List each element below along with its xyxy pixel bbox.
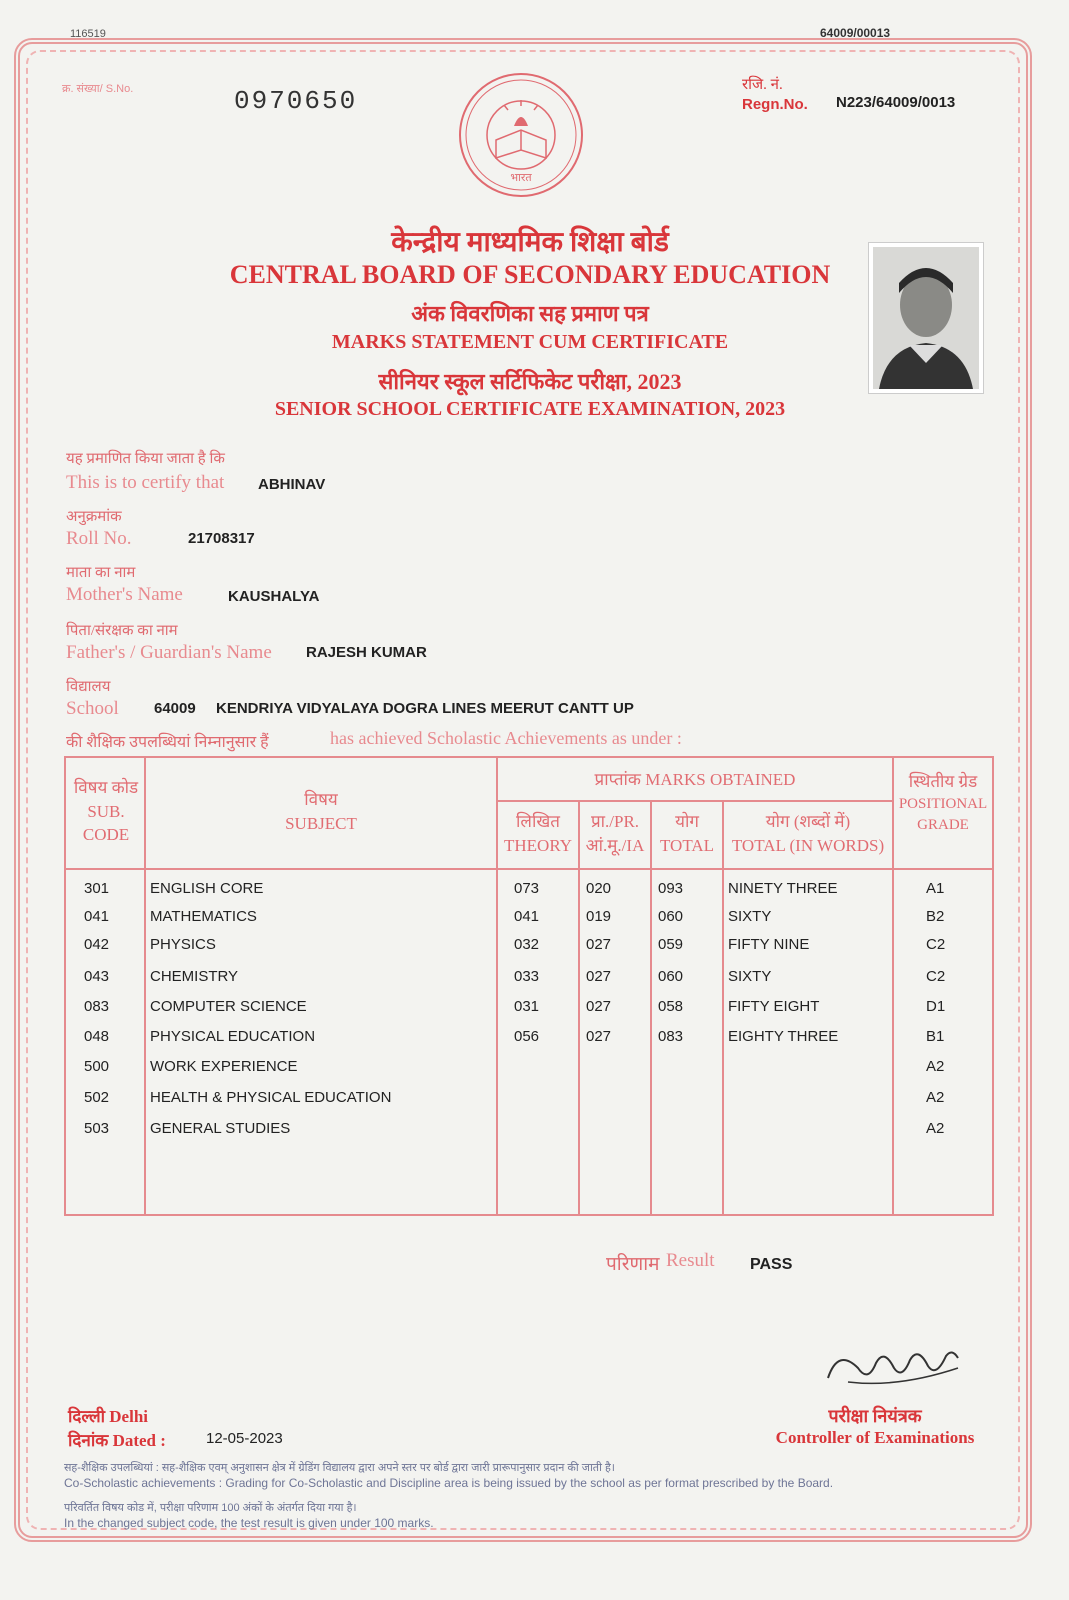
father-name: RAJESH KUMAR [306, 644, 427, 661]
roll-label-hindi: अनुक्रमांक [66, 509, 122, 525]
cell-total: 060 [658, 908, 684, 925]
board-title-hindi: केन्द्रीय माध्यमिक शिक्षा बोर्ड [391, 227, 669, 258]
cell-code: 301 [84, 880, 110, 897]
header-words-hindi: योग (शब्दों में) [765, 812, 851, 831]
cell-grade: A2 [926, 1058, 945, 1075]
footnote-2-hindi: परिवर्तित विषय कोड में, परीक्षा परिणाम 100 अंकों के अंतर्गत दिया गया है। [64, 1502, 357, 1514]
cell-pr: 027 [586, 1028, 612, 1045]
top-right-code: 64009/00013 [820, 26, 891, 40]
mother-name: KAUSHALYA [228, 588, 320, 605]
cell-subject: ENGLISH CORE [150, 880, 264, 897]
header-code: SUB. CODE [82, 802, 130, 844]
serial-number: 0970650 [234, 86, 358, 116]
header-theory: THEORY [504, 836, 572, 855]
header-practical-hindi: प्रा./PR. [590, 812, 640, 831]
cell-code: 500 [84, 1058, 110, 1075]
doc-title-hindi: अंक विवरणिका सह प्रमाण पत्र [411, 301, 649, 326]
controller-signature [818, 1338, 968, 1398]
header-theory-hindi: लिखित [516, 812, 560, 831]
cell-grade: A2 [926, 1120, 945, 1137]
cell-total: 093 [658, 880, 684, 897]
cell-grade: B1 [926, 1028, 945, 1045]
cell-code: 502 [84, 1089, 110, 1106]
result-label-hindi: परिणाम [606, 1254, 660, 1275]
cell-subject: WORK EXPERIENCE [150, 1058, 298, 1075]
cell-subject: CHEMISTRY [150, 968, 239, 985]
cell-theory: 041 [514, 908, 540, 925]
cbse-seal [456, 70, 586, 200]
school-name: KENDRIYA VIDYALAYA DOGRA LINES MEERUT CANTT UP [216, 700, 634, 717]
footnote-1-hindi: सह-शैक्षिक उपलब्धियां : सह-शैक्षिक एवम् अनुशासन क्षेत्र में ग्रेडिंग विद्यालय द्वारा अपने स्तर पर बोर्ड द्वारा जारी प्रारूपानुसार प्रदान की जाती है। [64, 1462, 615, 1474]
cell-grade: A1 [926, 880, 945, 897]
cell-total: 059 [658, 936, 684, 953]
header-grade: POSITIONAL GRADE [898, 796, 988, 833]
cell-grade: D1 [926, 998, 946, 1015]
result-value: PASS [750, 1256, 793, 1273]
regn-label-hi: रजि. नं. [742, 77, 783, 93]
header-grade-hindi: स्थितीय ग्रेड [908, 772, 978, 791]
cell-words: EIGHTY THREE [728, 1028, 839, 1045]
school-label: School [66, 698, 119, 719]
cell-theory: 033 [514, 968, 540, 985]
cell-words: SIXTY [728, 968, 772, 985]
controller-title: Controller of Examinations [775, 1428, 975, 1447]
place [68, 1404, 148, 1427]
school-label-hindi: विद्यालय [66, 679, 111, 695]
certify-label-hindi: यह प्रमाणित किया जाता है कि [66, 451, 225, 467]
cell-total: 058 [658, 998, 684, 1015]
place-hindi: दिल्ली [68, 1407, 106, 1426]
seal-bottom-text: भारत [510, 172, 532, 184]
dated-label [68, 1428, 166, 1451]
cell-total: 083 [658, 1028, 684, 1045]
cell-code: 503 [84, 1120, 110, 1137]
regn-number: N223/64009/0013 [836, 94, 956, 111]
exam-title-hindi: सीनियर स्कूल सर्टिफिकेट परीक्षा, 2023 [378, 369, 682, 394]
cell-words: FIFTY EIGHT [728, 998, 820, 1015]
cell-words: FIFTY NINE [728, 936, 810, 953]
achieved-label: has achieved Scholastic Achievements as under : [330, 728, 682, 748]
cell-grade: B2 [926, 908, 945, 925]
cell-theory: 031 [514, 998, 540, 1015]
header-marks-obtained: प्राप्तांक MARKS OBTAINED [594, 770, 796, 789]
cell-theory: 073 [514, 880, 540, 897]
place-en: Delhi [109, 1407, 149, 1426]
cell-pr: 019 [586, 908, 612, 925]
cell-subject: MATHEMATICS [150, 908, 257, 925]
father-label: Father's / Guardian's Name [66, 642, 272, 663]
serial-label: क्र. संख्या/ S.No. [62, 83, 134, 95]
cell-words: NINETY THREE [728, 880, 838, 897]
issue-date: 12-05-2023 [206, 1430, 283, 1447]
header-subject-hindi: विषय [304, 790, 338, 809]
cell-subject: PHYSICAL EDUCATION [150, 1028, 316, 1045]
header-practical: आं.मू./IA [585, 836, 645, 855]
cell-pr: 027 [586, 998, 612, 1015]
cell-subject: GENERAL STUDIES [150, 1120, 291, 1137]
father-label-hindi: पिता/संरक्षक का नाम [66, 623, 178, 639]
roll-label: Roll No. [66, 528, 132, 549]
header-subject: SUBJECT [285, 814, 357, 833]
cell-words: SIXTY [728, 908, 772, 925]
header-total-hindi: योग [675, 812, 699, 831]
cell-grade: A2 [926, 1089, 945, 1106]
regn-label-en: Regn.No. [742, 96, 808, 113]
header-total: TOTAL [659, 836, 715, 855]
cell-theory: 056 [514, 1028, 540, 1045]
certify-label: This is to certify that [66, 472, 225, 493]
board-title: CENTRAL BOARD OF SECONDARY EDUCATION [229, 260, 831, 289]
header-code-hindi: विषय कोड [73, 778, 139, 797]
mother-label: Mother's Name [66, 584, 183, 605]
cell-code: 048 [84, 1028, 110, 1045]
footnote-2: In the changed subject code, the test result is given under 100 marks. [64, 1516, 434, 1530]
cell-code: 042 [84, 936, 110, 953]
controller-title-hindi: परीक्षा नियंत्रक [828, 1406, 922, 1426]
cell-code: 083 [84, 998, 110, 1015]
cell-code: 043 [84, 968, 110, 985]
header-words: TOTAL (IN WORDS) [731, 836, 885, 855]
student-name: ABHINAV [258, 476, 326, 493]
roll-number: 21708317 [188, 530, 255, 547]
student-photo [868, 242, 984, 394]
cell-pr: 020 [586, 880, 612, 897]
cell-grade: C2 [926, 936, 946, 953]
cell-pr: 027 [586, 968, 612, 985]
result-label: Result [666, 1250, 715, 1271]
cell-subject: PHYSICS [150, 936, 216, 953]
cell-subject: HEALTH & PHYSICAL EDUCATION [150, 1089, 392, 1106]
dated-label-en: Dated : [112, 1431, 166, 1450]
marks-table [64, 756, 994, 1216]
exam-title: SENIOR SCHOOL CERTIFICATE EXAMINATION, 2023 [274, 398, 786, 420]
cell-pr: 027 [586, 936, 612, 953]
doc-title: MARKS STATEMENT CUM CERTIFICATE [331, 331, 729, 353]
cell-code: 041 [84, 908, 110, 925]
footnote-1: Co-Scholastic achievements : Grading for Co-Scholastic and Discipline area is being issued by the school as per format prescribed by the Board. [64, 1476, 834, 1490]
cell-subject: COMPUTER SCIENCE [150, 998, 307, 1015]
top-left-code: 116519 [70, 28, 106, 40]
dated-label-hindi: दिनांक [68, 1431, 109, 1450]
achieved-label-hindi: की शैक्षिक उपलब्धियां निम्नानुसार हैं [66, 734, 269, 751]
cell-total: 060 [658, 968, 684, 985]
cell-theory: 032 [514, 936, 540, 953]
school-code: 64009 [154, 700, 196, 717]
cell-grade: C2 [926, 968, 946, 985]
mother-label-hindi: माता का नाम [66, 565, 136, 581]
